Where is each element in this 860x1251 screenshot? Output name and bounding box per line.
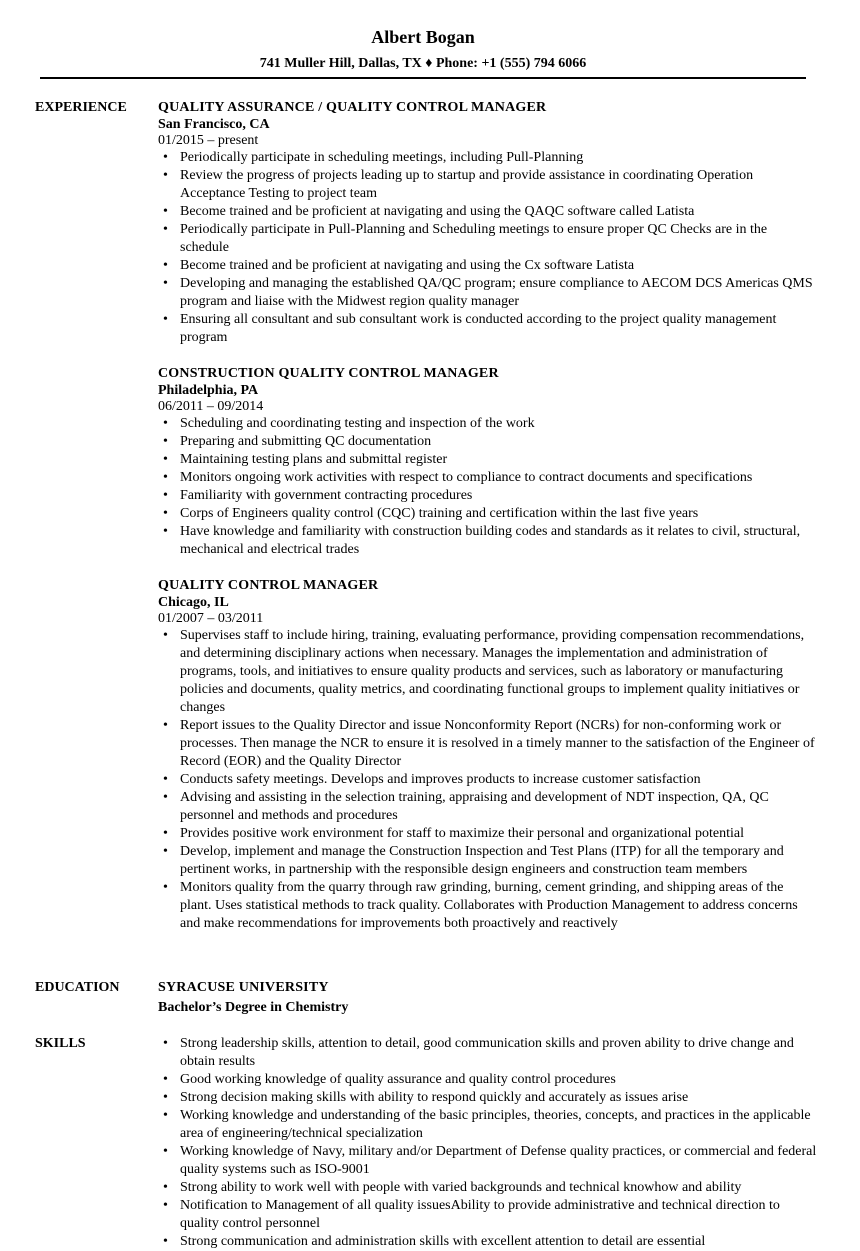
degree: Bachelor’s Degree in Chemistry [158,1000,349,1015]
resume-header [40,26,806,73]
school-name: SYRACUSE UNIVERSITY [158,980,329,995]
job-entry [158,99,818,347]
bullet-item: • Advising and assisting in the selection training, appraising and development of NDT inspection, QA, QC personnel and methods and procedures [158,789,818,825]
section-label-education: EDUCATION [35,980,120,995]
bullet-item: • Periodically participate in scheduling meetings, including Pull-Planning [158,149,818,167]
job-entry [158,365,818,559]
job-dates: 01/2007 – 03/2011 [158,611,264,626]
bullet-item: • Periodically participate in Pull-Planning and Scheduling meetings to ensure proper QC Checks are in the schedule [158,221,818,257]
experience-content [158,99,818,951]
bullet-item: • Have knowledge and familiarity with construction building codes and standards as it relates to civil, structural, mechanical and electrical trades [158,523,818,559]
job-title: CONSTRUCTION QUALITY CONTROL MANAGER [158,366,499,381]
skill-item: • Strong decision making skills with ability to respond quickly and accurately as issues arise [158,1089,818,1107]
bullet-item: • Review the progress of projects leading up to startup and provide assistance in coordinating Operation Acceptance Testing to project team [158,167,818,203]
job-dates: 06/2011 – 09/2014 [158,399,264,414]
bullet-item: • Supervises staff to include hiring, training, evaluating performance, providing compensation recommendations, and determining disciplinary actions when necessary. Manages the implementation and administration of programs, tools, and initiatives to ensure quality products and services, such as laboratory or manufacturing policies and documents, quality metrics, and coordinating functional groups to implement quality initiatives or changes [158,627,818,717]
job-entry [158,577,818,933]
job-location: Chicago, IL [158,595,229,610]
job-dates: 01/2015 – present [158,133,259,148]
bullet-item: • Develop, implement and manage the Construction Inspection and Test Plans (ITP) for all the temporary and pertinent works, in partnership with the responsible design engineers and construction team members [158,843,818,879]
candidate-name: Albert Bogan [371,27,475,47]
bullet-item: • Maintaining testing plans and submittal register [158,451,818,469]
skill-item: • Strong communication and administration skills with excellent attention to detail are essential [158,1233,818,1251]
job-location: Philadelphia, PA [158,383,259,398]
bullet-item: • Provides positive work environment for staff to maximize their personal and organizational potential [158,825,818,843]
bullet-item: • Report issues to the Quality Director and issue Nonconformity Report (NCRs) for non-conforming work or processes. Then manage the NCR to ensure it is resolved in a timely manner to the satisfaction of the Engineer of Record (EOR) and the Quality Director [158,717,818,771]
bullet-item: • Become trained and be proficient at navigating and using the Cx software Latista [158,257,818,275]
job-title: QUALITY CONTROL MANAGER [158,578,379,593]
skill-item: • Good working knowledge of quality assurance and quality control procedures [158,1071,818,1089]
job-bullets [158,627,818,933]
skills-content [158,1035,818,1251]
bullet-item: • Corps of Engineers quality control (CQC) training and certification within the last five years [158,505,818,523]
job-title: QUALITY ASSURANCE / QUALITY CONTROL MANAGER [158,100,547,115]
header-divider [40,77,806,79]
job-location: San Francisco, CA [158,117,270,132]
bullet-item: • Preparing and submitting QC documentation [158,433,818,451]
skill-item: • Working knowledge and understanding of the basic principles, theories, concepts, and practices in the applicable area of engineering/technical specialization [158,1107,818,1143]
bullet-item: • Conducts safety meetings. Develops and improves products to increase customer satisfaction [158,771,818,789]
skill-item: • Strong leadership skills, attention to detail, good communication skills and proven ability to drive change and obtain results [158,1035,818,1071]
bullet-item: • Developing and managing the established QA/QC program; ensure compliance to AECOM DCS Americas QMS program and liaise with the Midwest region quality manager [158,275,818,311]
bullet-item: • Scheduling and coordinating testing and inspection of the work [158,415,818,433]
bullet-item: • Monitors ongoing work activities with respect to compliance to contract documents and specifications [158,469,818,487]
job-bullets [158,415,818,559]
skill-item: • Notification to Management of all quality issuesAbility to provide administrative and technical direction to quality control personnel [158,1197,818,1233]
job-bullets [158,149,818,347]
education-content [158,979,818,1017]
section-label-experience: EXPERIENCE [35,100,127,115]
bullet-item: • Monitors quality from the quarry through raw grinding, burning, cement grinding, and shipping areas of the plant. Uses statistical methods to track quality. Collaborates with Production Management to address concerns and make recommendations for improvements both proactively and reactively [158,879,818,933]
section-label-skills: SKILLS [35,1036,86,1051]
bullet-item: • Become trained and be proficient at navigating and using the QAQC software called Latista [158,203,818,221]
bullet-item: • Familiarity with government contracting procedures [158,487,818,505]
skill-item: • Working knowledge of Navy, military and/or Department of Defense quality practices, or commercial and federal quality systems such as ISO-9001 [158,1143,818,1179]
contact-line: 741 Muller Hill, Dallas, TX ♦ Phone: +1 (555) 794 6066 [259,56,587,71]
skill-item: • Strong ability to work well with people with varied backgrounds and technical knowhow and ability [158,1179,818,1197]
skills-list [158,1035,818,1251]
bullet-item: • Ensuring all consultant and sub consultant work is conducted according to the project quality management program [158,311,818,347]
